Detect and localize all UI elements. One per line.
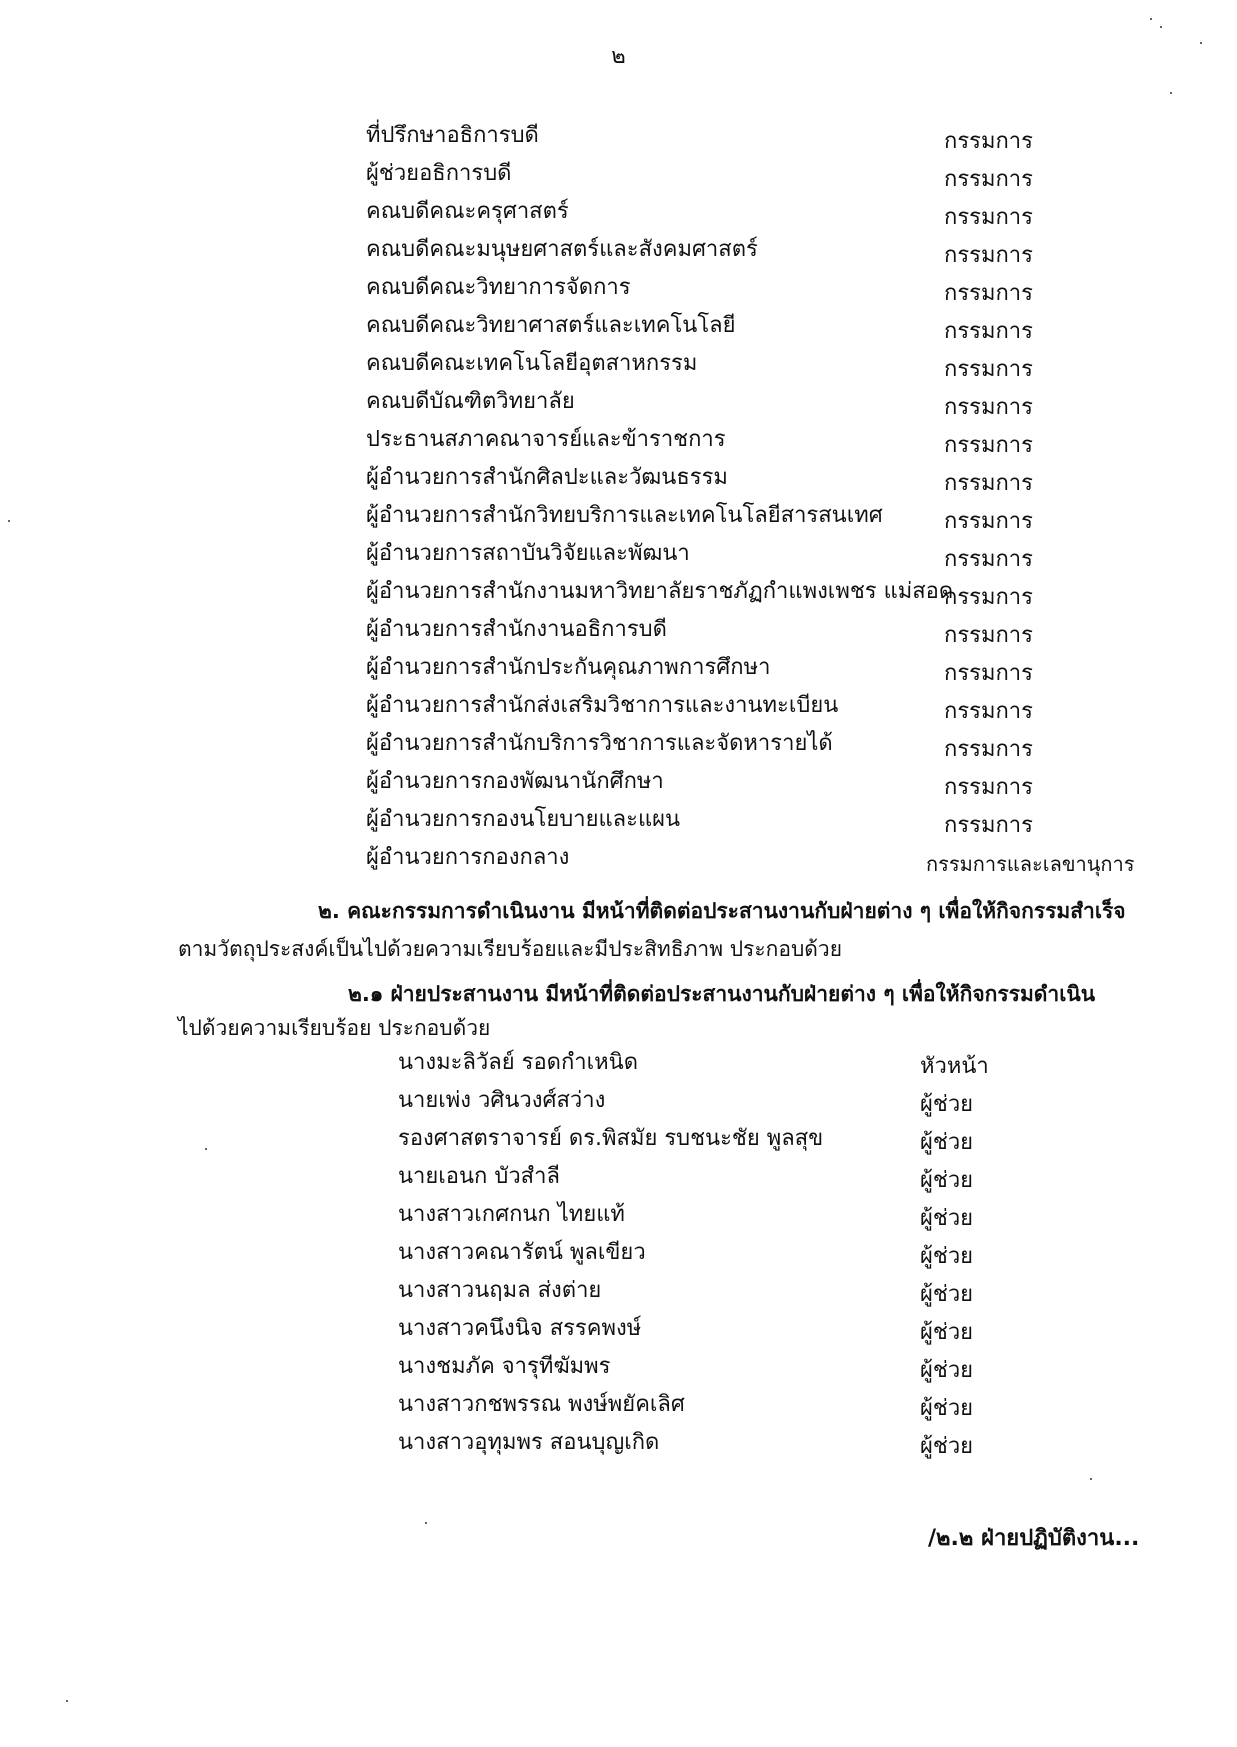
- scan-speck: [1160, 26, 1162, 28]
- page-number: ๒: [611, 44, 626, 69]
- scan-speck: [1200, 42, 1202, 44]
- committee-member-role: กรรมการ: [944, 205, 1033, 230]
- committee-member-role: กรรมการ: [944, 775, 1033, 800]
- section-2-1-continuation: ไปด้วยความเรียบร้อย ประกอบด้วย: [178, 1016, 491, 1040]
- committee-member-role: กรรมการและเลขานุการ: [926, 852, 1135, 876]
- committee-member-role: กรรมการ: [944, 585, 1033, 610]
- coordination-member-role: หัวหน้า: [920, 1054, 989, 1079]
- committee-member-role: กรรมการ: [944, 281, 1033, 306]
- committee-member-name: คณบดีคณะวิทยาศาสตร์และเทคโนโลยี: [366, 313, 736, 338]
- coordination-member-name: นายเอนก บัวสำลี: [398, 1164, 560, 1189]
- committee-member-name: ผู้อำนวยการสำนักงานมหาวิทยาลัยราชภัฏกำแพงเพชร แม่สอด: [366, 579, 954, 604]
- committee-member-role: กรรมการ: [944, 547, 1033, 572]
- committee-member-role: กรรมการ: [944, 395, 1033, 420]
- coordination-member-name: นางสาวอุทุมพร สอนบุญเกิด: [398, 1430, 660, 1455]
- committee-member-role: กรรมการ: [944, 319, 1033, 344]
- committee-member-name: คณบดีคณะวิทยาการจัดการ: [366, 275, 631, 300]
- section-2-heading: ๒. คณะกรรมการดำเนินงาน มีหน้าที่ติดต่อประสานงานกับฝ่ายต่าง ๆ เพื่อให้กิจกรรมสำเร็จ: [318, 899, 1126, 923]
- coordination-member-name: นายเพ่ง วศินวงศ์สว่าง: [398, 1088, 606, 1113]
- committee-member-role: กรรมการ: [944, 699, 1033, 724]
- scan-speck: [66, 1700, 68, 1702]
- coordination-member-name: นางสาวเกศกนก ไทยแท้: [398, 1202, 625, 1227]
- coordination-member-role: ผู้ช่วย: [920, 1244, 974, 1269]
- committee-member-role: กรรมการ: [944, 661, 1033, 686]
- committee-member-name: ผู้อำนวยการสำนักส่งเสริมวิชาการและงานทะเบียน: [366, 693, 839, 718]
- committee-member-name: ผู้อำนวยการสำนักงานอธิการบดี: [366, 617, 667, 642]
- committee-member-name: ผู้ช่วยอธิการบดี: [366, 161, 512, 186]
- coordination-member-role: ผู้ช่วย: [920, 1206, 974, 1231]
- coordination-member-name: นางมะลิวัลย์ รอดกำเหนิด: [398, 1050, 638, 1075]
- coordination-member-role: ผู้ช่วย: [920, 1282, 974, 1307]
- scan-speck: [1170, 92, 1172, 94]
- committee-member-name: ผู้อำนวยการสำนักประกันคุณภาพการศึกษา: [366, 655, 771, 680]
- scan-speck: [205, 1148, 207, 1150]
- committee-member-role: กรรมการ: [944, 737, 1033, 762]
- next-page-reference: /๒.๒ ฝ่ายปฏิบัติงาน...: [928, 1526, 1140, 1551]
- committee-member-name: ผู้อำนวยการสำนักวิทยบริการและเทคโนโลยีสารสนเทศ: [366, 503, 883, 528]
- committee-member-name: ประธานสภาคณาจารย์และข้าราชการ: [366, 427, 726, 452]
- coordination-member-role: ผู้ช่วย: [920, 1434, 974, 1459]
- coordination-member-role: ผู้ช่วย: [920, 1320, 974, 1345]
- coordination-member-name: นางชมภัค จารุทีฆัมพร: [398, 1354, 611, 1379]
- coordination-member-role: ผู้ช่วย: [920, 1358, 974, 1383]
- committee-member-role: กรรมการ: [944, 433, 1033, 458]
- committee-member-name: ที่ปรึกษาอธิการบดี: [366, 123, 539, 148]
- committee-member-name: ผู้อำนวยการกองนโยบายและแผน: [366, 807, 681, 832]
- committee-member-name: ผู้อำนวยการสำนักศิลปะและวัฒนธรรม: [366, 465, 728, 490]
- committee-member-role: กรรมการ: [944, 471, 1033, 496]
- committee-member-name: ผู้อำนวยการสถาบันวิจัยและพัฒนา: [366, 541, 690, 566]
- scan-speck: [8, 520, 10, 522]
- coordination-member-role: ผู้ช่วย: [920, 1130, 974, 1155]
- coordination-member-name: นางสาวกชพรรณ พงษ์พยัคเลิศ: [398, 1392, 685, 1417]
- coordination-member-role: ผู้ช่วย: [920, 1168, 974, 1193]
- scan-speck: [1090, 1478, 1092, 1480]
- coordination-member-name: นางสาวคนึงนิจ สรรคพงษ์: [398, 1316, 642, 1341]
- committee-member-name: คณบดีคณะมนุษยศาสตร์และสังคมศาสตร์: [366, 237, 758, 262]
- committee-member-role: กรรมการ: [944, 623, 1033, 648]
- section-2-continuation: ตามวัตถุประสงค์เป็นไปด้วยความเรียบร้อยและมีประสิทธิภาพ ประกอบด้วย: [178, 937, 843, 961]
- committee-member-name: ผู้อำนวยการกองกลาง: [366, 845, 570, 870]
- coordination-member-role: ผู้ช่วย: [920, 1396, 974, 1421]
- committee-member-name: ผู้อำนวยการสำนักบริการวิชาการและจัดหารายได้: [366, 731, 833, 756]
- coordination-member-name: นางสาวคณารัตน์ พูลเขียว: [398, 1240, 646, 1265]
- scan-speck: [425, 1522, 427, 1524]
- committee-member-role: กรรมการ: [944, 167, 1033, 192]
- scan-speck: [1150, 18, 1152, 20]
- coordination-member-name: นางสาวนฤมล ส่งต่าย: [398, 1278, 602, 1303]
- committee-member-name: คณบดีบัณฑิตวิทยาลัย: [366, 389, 575, 414]
- committee-member-role: กรรมการ: [944, 243, 1033, 268]
- committee-member-role: กรรมการ: [944, 357, 1033, 382]
- coordination-member-role: ผู้ช่วย: [920, 1092, 974, 1117]
- committee-member-role: กรรมการ: [944, 509, 1033, 534]
- committee-member-name: คณบดีคณะเทคโนโลยีอุตสาหกรรม: [366, 351, 698, 376]
- committee-member-name: คณบดีคณะครุศาสตร์: [366, 199, 569, 224]
- committee-member-name: ผู้อำนวยการกองพัฒนานักศึกษา: [366, 769, 664, 794]
- committee-member-role: กรรมการ: [944, 129, 1033, 154]
- coordination-member-name: รองศาสตราจารย์ ดร.พิสมัย รบชนะชัย พูลสุข: [398, 1126, 824, 1151]
- section-2-1-heading: ๒.๑ ฝ่ายประสานงาน มีหน้าที่ติดต่อประสานงานกับฝ่ายต่าง ๆ เพื่อให้กิจกรรมดำเนิน: [348, 982, 1096, 1006]
- committee-member-role: กรรมการ: [944, 813, 1033, 838]
